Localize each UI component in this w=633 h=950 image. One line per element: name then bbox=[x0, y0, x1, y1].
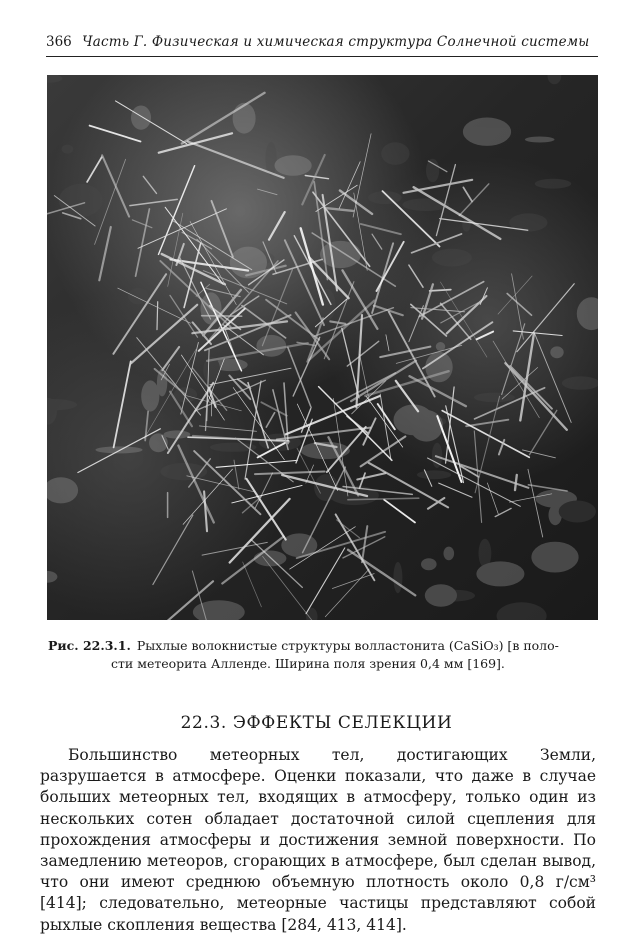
caption-line-2: сти метеорита Алленде. Ширина поля зрения 0,4 мм [169]. bbox=[111, 656, 505, 671]
texture-blob bbox=[476, 561, 524, 586]
texture-blob bbox=[254, 551, 287, 567]
texture-blob bbox=[417, 470, 451, 479]
page-number: 366 bbox=[46, 34, 72, 50]
texture-blob bbox=[233, 103, 256, 134]
texture-blob bbox=[394, 405, 434, 436]
micrograph-image bbox=[47, 75, 598, 620]
texture-blob bbox=[62, 145, 74, 154]
running-title: Часть Г. Физическая и химическая структура Солнечной системы bbox=[82, 34, 590, 50]
texture-blob bbox=[436, 342, 445, 351]
texture-blob bbox=[474, 393, 515, 403]
caption-label: Рис. 22.3.1. bbox=[48, 638, 131, 653]
crystal-needle bbox=[157, 302, 158, 330]
texture-blob bbox=[531, 542, 578, 573]
figure-caption bbox=[48, 637, 598, 673]
caption-line-1: Рыхлые волокнистые структуры волластонита (CaSiO₃) [в поло- bbox=[136, 638, 559, 653]
texture-blob bbox=[393, 562, 402, 593]
texture-blob bbox=[425, 584, 457, 606]
texture-blob bbox=[444, 547, 455, 561]
running-head bbox=[46, 34, 598, 57]
texture-blob bbox=[550, 346, 563, 358]
texture-blob bbox=[141, 380, 159, 411]
body-paragraph: Большинство метеорных тел, достигающих Земли, разрушается в атмосфере. Оценки показали, что даже в случае больших метеорных тел, входящих в атмосферу, только один из нескольких сотен обладает достаточной силой сцепления для прохождения атмосферы и достижения земной поверхности. По замедлению метеоров, сгорающих в атмосфере, был сделан вывод, что они имеют среднюю объемную плотность около 0,8 г/см³ [414]; следовательно, метеорные частицы представляют собой рыхлые скопления вещества [284, 413, 414]. bbox=[40, 746, 596, 934]
texture-blob bbox=[381, 142, 409, 165]
texture-blob bbox=[131, 106, 151, 130]
texture-blob bbox=[95, 446, 142, 453]
texture-blob bbox=[432, 249, 472, 267]
section-title: 22.3. ЭФФЕКТЫ СЕЛЕКЦИИ bbox=[180, 713, 453, 733]
texture-blob bbox=[525, 137, 555, 143]
texture-blob bbox=[59, 184, 103, 217]
texture-blob bbox=[432, 443, 442, 468]
texture-blob bbox=[562, 376, 598, 389]
texture-blob bbox=[535, 179, 571, 189]
texture-blob bbox=[421, 558, 437, 570]
texture-blob bbox=[426, 159, 439, 183]
texture-blob bbox=[230, 247, 267, 279]
texture-blob bbox=[275, 155, 312, 176]
texture-blob bbox=[559, 501, 596, 523]
texture-blob bbox=[463, 118, 511, 146]
